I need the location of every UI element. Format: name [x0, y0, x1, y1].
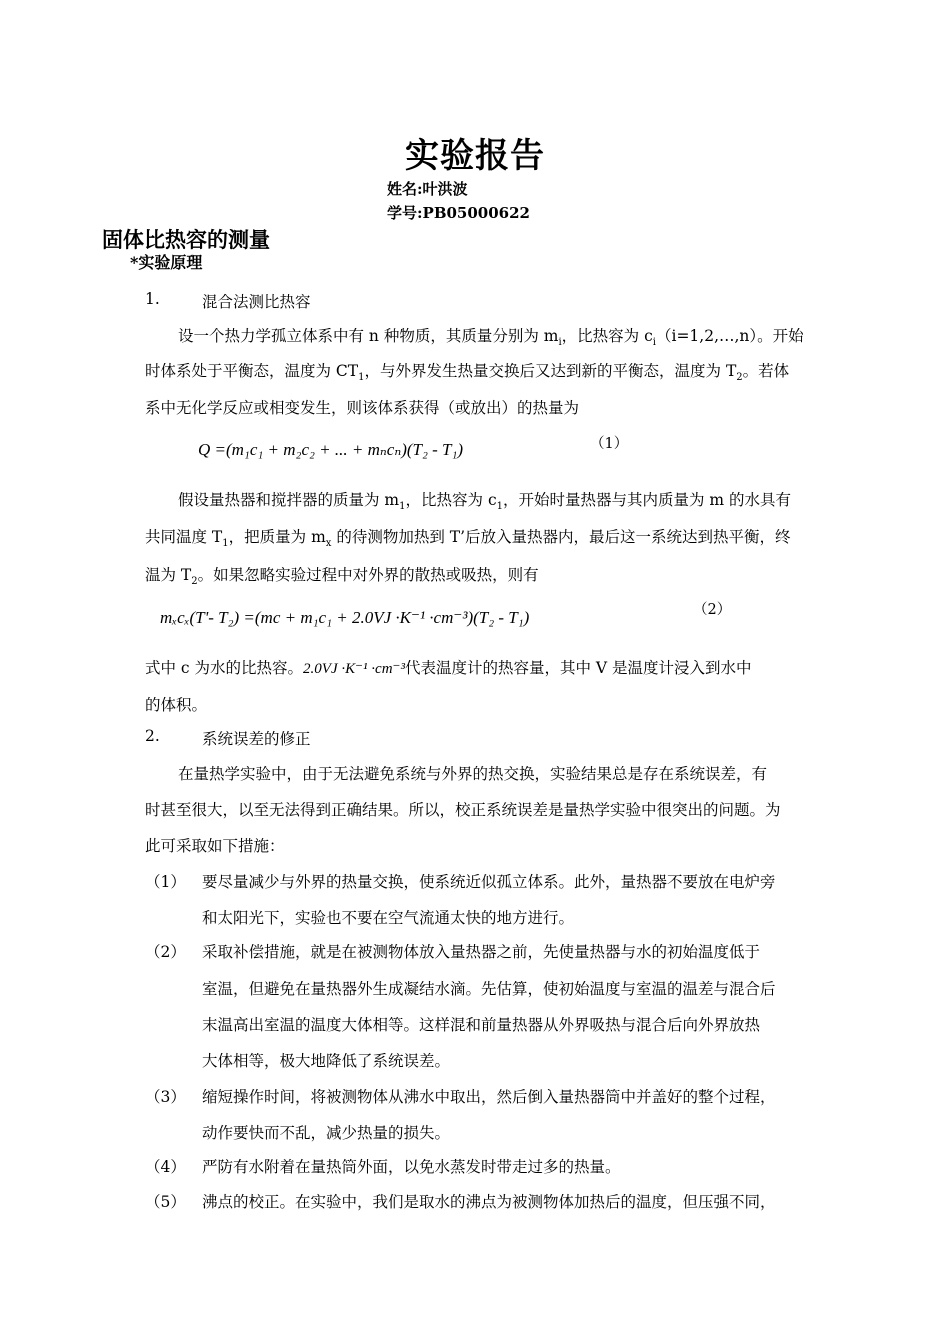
item-1-number: （1） — [145, 873, 186, 891]
item-1-line1: 要尽量减少与外界的热量交换，使系统近似孤立体系。此外，量热器不要放在电炉旁 — [202, 873, 776, 891]
part2-number: 2. — [145, 727, 160, 745]
item-3-line2: 动作要快而不乱，减少热量的损失。 — [202, 1124, 451, 1142]
item-2-line3: 末温高出室温的温度大体相等。这样混和前量热器从外界吸热与混合后向外界放热 — [202, 1016, 761, 1034]
item-4-number: （4） — [145, 1158, 186, 1176]
part1-p1-line3: 系中无化学反应或相变发生，则该体系获得（或放出）的热量为 — [145, 399, 580, 417]
part1-p1-line1: 设一个热力学孤立体系中有 n 种物质，其质量分别为 $m_i$，比热容为 $c_i(i=1,2,\dots,n)$。开始 — [178, 327, 804, 349]
part2-p1-line2: 时甚至很大，以至无法得到正确结果。所以，校正系统误差是量热学实验中很突出的问题。为 — [145, 801, 781, 819]
item-2-line1: 采取补偿措施，就是在被测物体放入量热器之前，先使量热器与水的初始温度低于 — [202, 943, 761, 961]
section-title: 固体比热容的测量 — [102, 227, 270, 252]
part1-p2-line2: 共同温度 $T_1$，把质量为 $m_x$ 的待测物加热到 T’后放入量热器内，最后这一系统达到热平衡，终 — [145, 528, 791, 550]
student-id: 学号:PB05000622 — [387, 204, 530, 222]
equation-2-number: （2） — [693, 602, 732, 618]
part1-number: 1. — [145, 290, 160, 308]
part1-p3-line2: 的体积。 — [145, 696, 208, 714]
item-1-line2: 和太阳光下，实验也不要在空气流通太快的地方进行。 — [202, 909, 575, 927]
equation-1: Q =(m₁c₁ + m₂c₂ + ... + mₙcₙ)(T₂ - T₁) — [198, 440, 464, 459]
item-4-line1: 严防有水附着在量热筒外面，以免水蒸发时带走过多的热量。 — [202, 1158, 621, 1176]
part2-heading: 系统误差的修正 — [202, 730, 311, 748]
part2-p1-line3: 此可采取如下措施： — [145, 837, 285, 855]
item-3-number: （3） — [145, 1088, 186, 1106]
item-2-line2: 室温，但避免在量热器外生成凝结水滴。先估算，使初始温度与室温的温差与混合后 — [202, 980, 776, 998]
item-5-line1: 沸点的校正。在实验中，我们是取水的沸点为被测物体加热后的温度，但压强不同， — [202, 1193, 776, 1211]
item-2-line4: 大体相等，极大地降低了系统误差。 — [202, 1052, 451, 1070]
report-title: 实验报告 — [405, 136, 545, 176]
equation-1-number: （1） — [590, 436, 629, 452]
part1-p3-line1: 式中 c 为水的比热容。2.0VJ ·K⁻¹ ·cm⁻³代表温度计的热容量，其中 V 是温度计浸入到水中 — [145, 659, 752, 677]
part1-p1-line2: 时体系处于平衡态，温度为 $CT_1$，与外界发生热量交换后又达到新的平衡态，温度为 $T_2$。若体 — [145, 362, 790, 384]
author-name: 姓名:叶洪波 — [387, 180, 468, 198]
item-5-number: （5） — [145, 1193, 186, 1211]
section-subtitle: *实验原理 — [130, 253, 203, 272]
item-2-number: （2） — [145, 943, 186, 961]
item-3-line1: 缩短操作时间，将被测物体从沸水中取出，然后倒入量热器筒中并盖好的整个过程， — [202, 1088, 776, 1106]
equation-2: mₓcₓ(T'- T₂) =(mc + m₁c₁ + 2.0VJ ·K⁻¹ ·cm⁻³)(T₂ - T₁) — [160, 608, 530, 627]
part2-p1-line1: 在量热学实验中，由于无法避免系统与外界的热交换，实验结果总是存在系统误差，有 — [178, 765, 768, 783]
part1-p2-line3: 温为 $T_2$。如果忽略实验过程中对外界的散热或吸热，则有 — [145, 566, 539, 588]
part1-heading: 混合法测比热容 — [202, 293, 311, 311]
part1-p2-line1: 假设量热器和搅拌器的质量为 $m_1$，比热容为 $c_1$，开始时量热器与其内质量为 m 的水具有 — [178, 491, 792, 513]
